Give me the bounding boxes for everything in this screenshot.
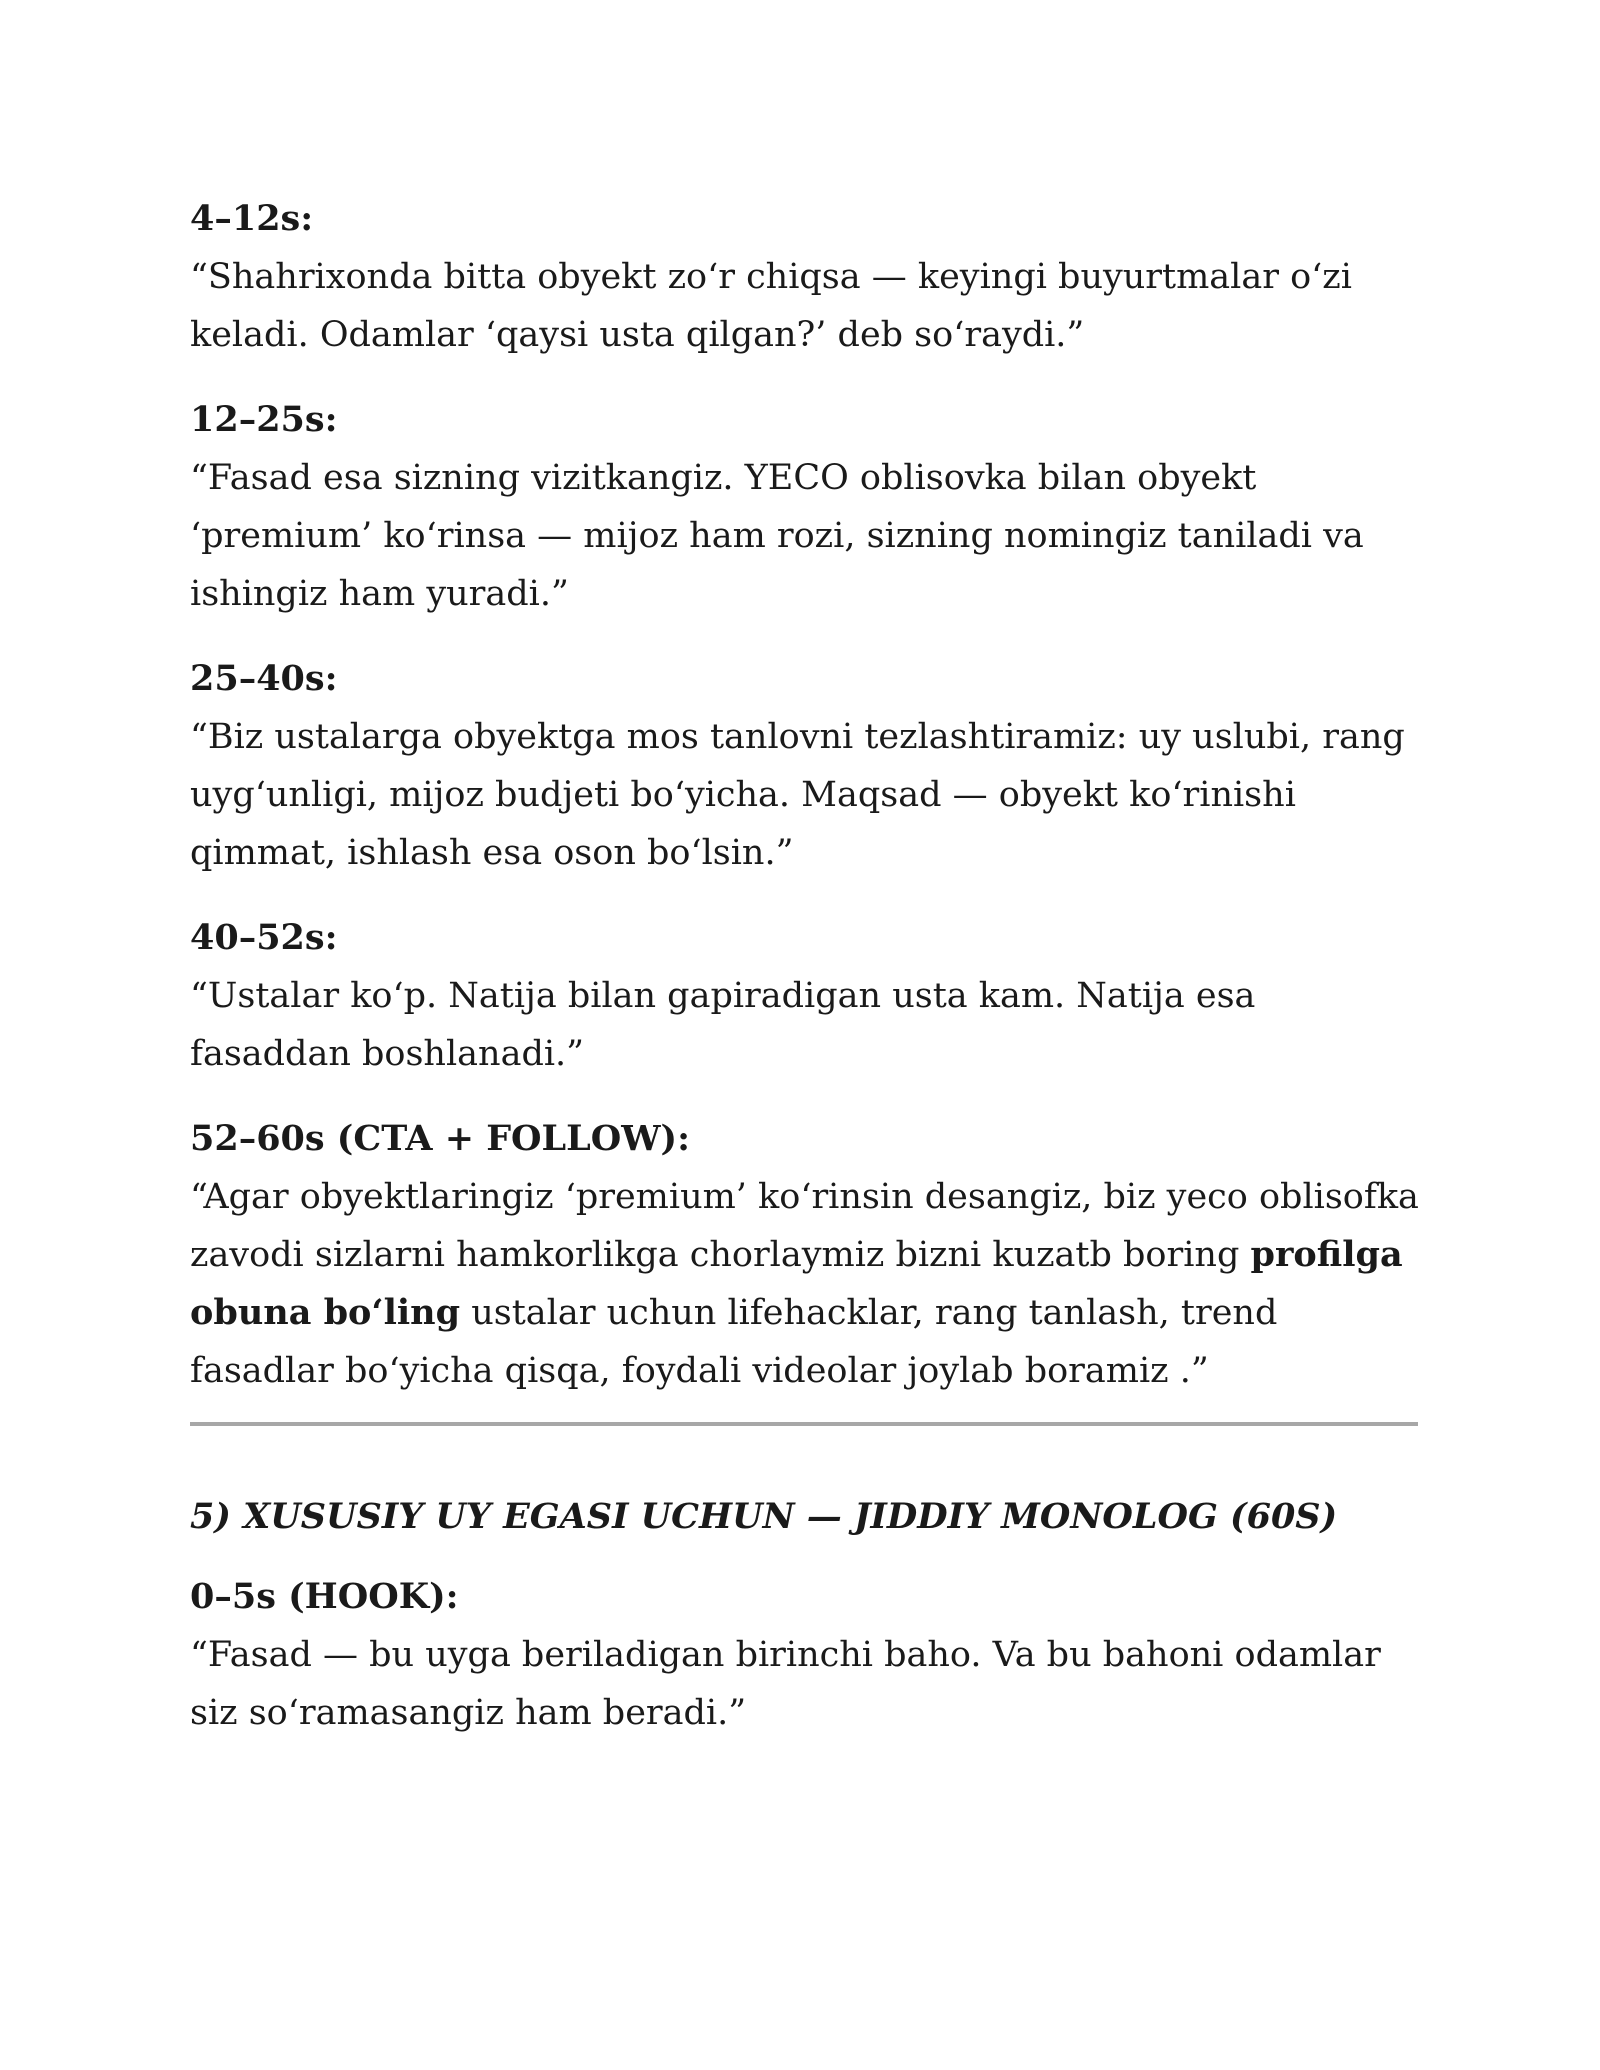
segment-text: “Biz ustalarga obyektga mos tanlovni tezlashtiramiz: uy uslubi, rang uyg‘unligi, mijoz budjeti bo‘yicha. Maqsad — obyekt ko‘rinishi qimmat, ishlash esa oson bo‘lsin.” <box>190 717 1405 873</box>
segment-timestamp: 25–40s: <box>190 658 338 699</box>
script-segment-cta <box>190 1110 1420 1400</box>
section-heading: 5) XUSUSIY UY EGASI UCHUN — JIDDIY MONOLOG (60S) <box>190 1496 1338 1537</box>
script-segment-40-52 <box>190 909 1420 1083</box>
script-segment-hook <box>190 1568 1420 1742</box>
script-segment-25-40 <box>190 650 1420 882</box>
horizontal-divider <box>190 1422 1418 1426</box>
script-segment-12-25 <box>190 391 1420 623</box>
segment-timestamp: 12–25s: <box>190 399 338 440</box>
segment-text: “Shahrixonda bitta obyekt zo‘r chiqsa — keyingi buyurtmalar o‘zi keladi. Odamlar ‘qaysi usta qilgan?’ deb so‘raydi.” <box>190 257 1352 355</box>
segment-text: “Ustalar ko‘p. Natija bilan gapiradigan usta kam. Natija esa fasaddan boshlanadi.” <box>190 976 1256 1074</box>
cta-bold-follow: profilga obuna bo‘ling <box>190 1234 1403 1333</box>
cta-text-after: ustalar uchun lifehacklar, rang tanlash, trend fasadlar bo‘yicha qisqa, foydali videolar joylab boramiz .” <box>190 1293 1278 1391</box>
cta-text-before: “Agar obyektlaringiz ‘premium’ ko‘rinsin desangiz, biz yeco oblisofka zavodi sizlarni hamkorlikga chorlaymiz bizni kuzatb boring <box>190 1177 1419 1275</box>
segment-text: “Fasad esa sizning vizitkangiz. YECO oblisovka bilan obyekt ‘premium’ ko‘rinsa — mijoz ham rozi, sizning nomingiz taniladi va ishingiz ham yuradi.” <box>190 458 1364 614</box>
hook-timestamp: 0–5s (HOOK): <box>190 1576 459 1617</box>
cta-timestamp: 52–60s (CTA + FOLLOW): <box>190 1118 691 1159</box>
script-segment-4-12 <box>190 190 1420 364</box>
cta-text <box>190 1168 1420 1400</box>
segment-timestamp: 4–12s: <box>190 198 314 239</box>
document-page <box>190 190 1420 1769</box>
segment-timestamp: 40–52s: <box>190 917 338 958</box>
hook-text: “Fasad — bu uyga beriladigan birinchi baho. Va bu bahoni odamlar siz so‘ramasangiz ham beradi.” <box>190 1635 1381 1733</box>
